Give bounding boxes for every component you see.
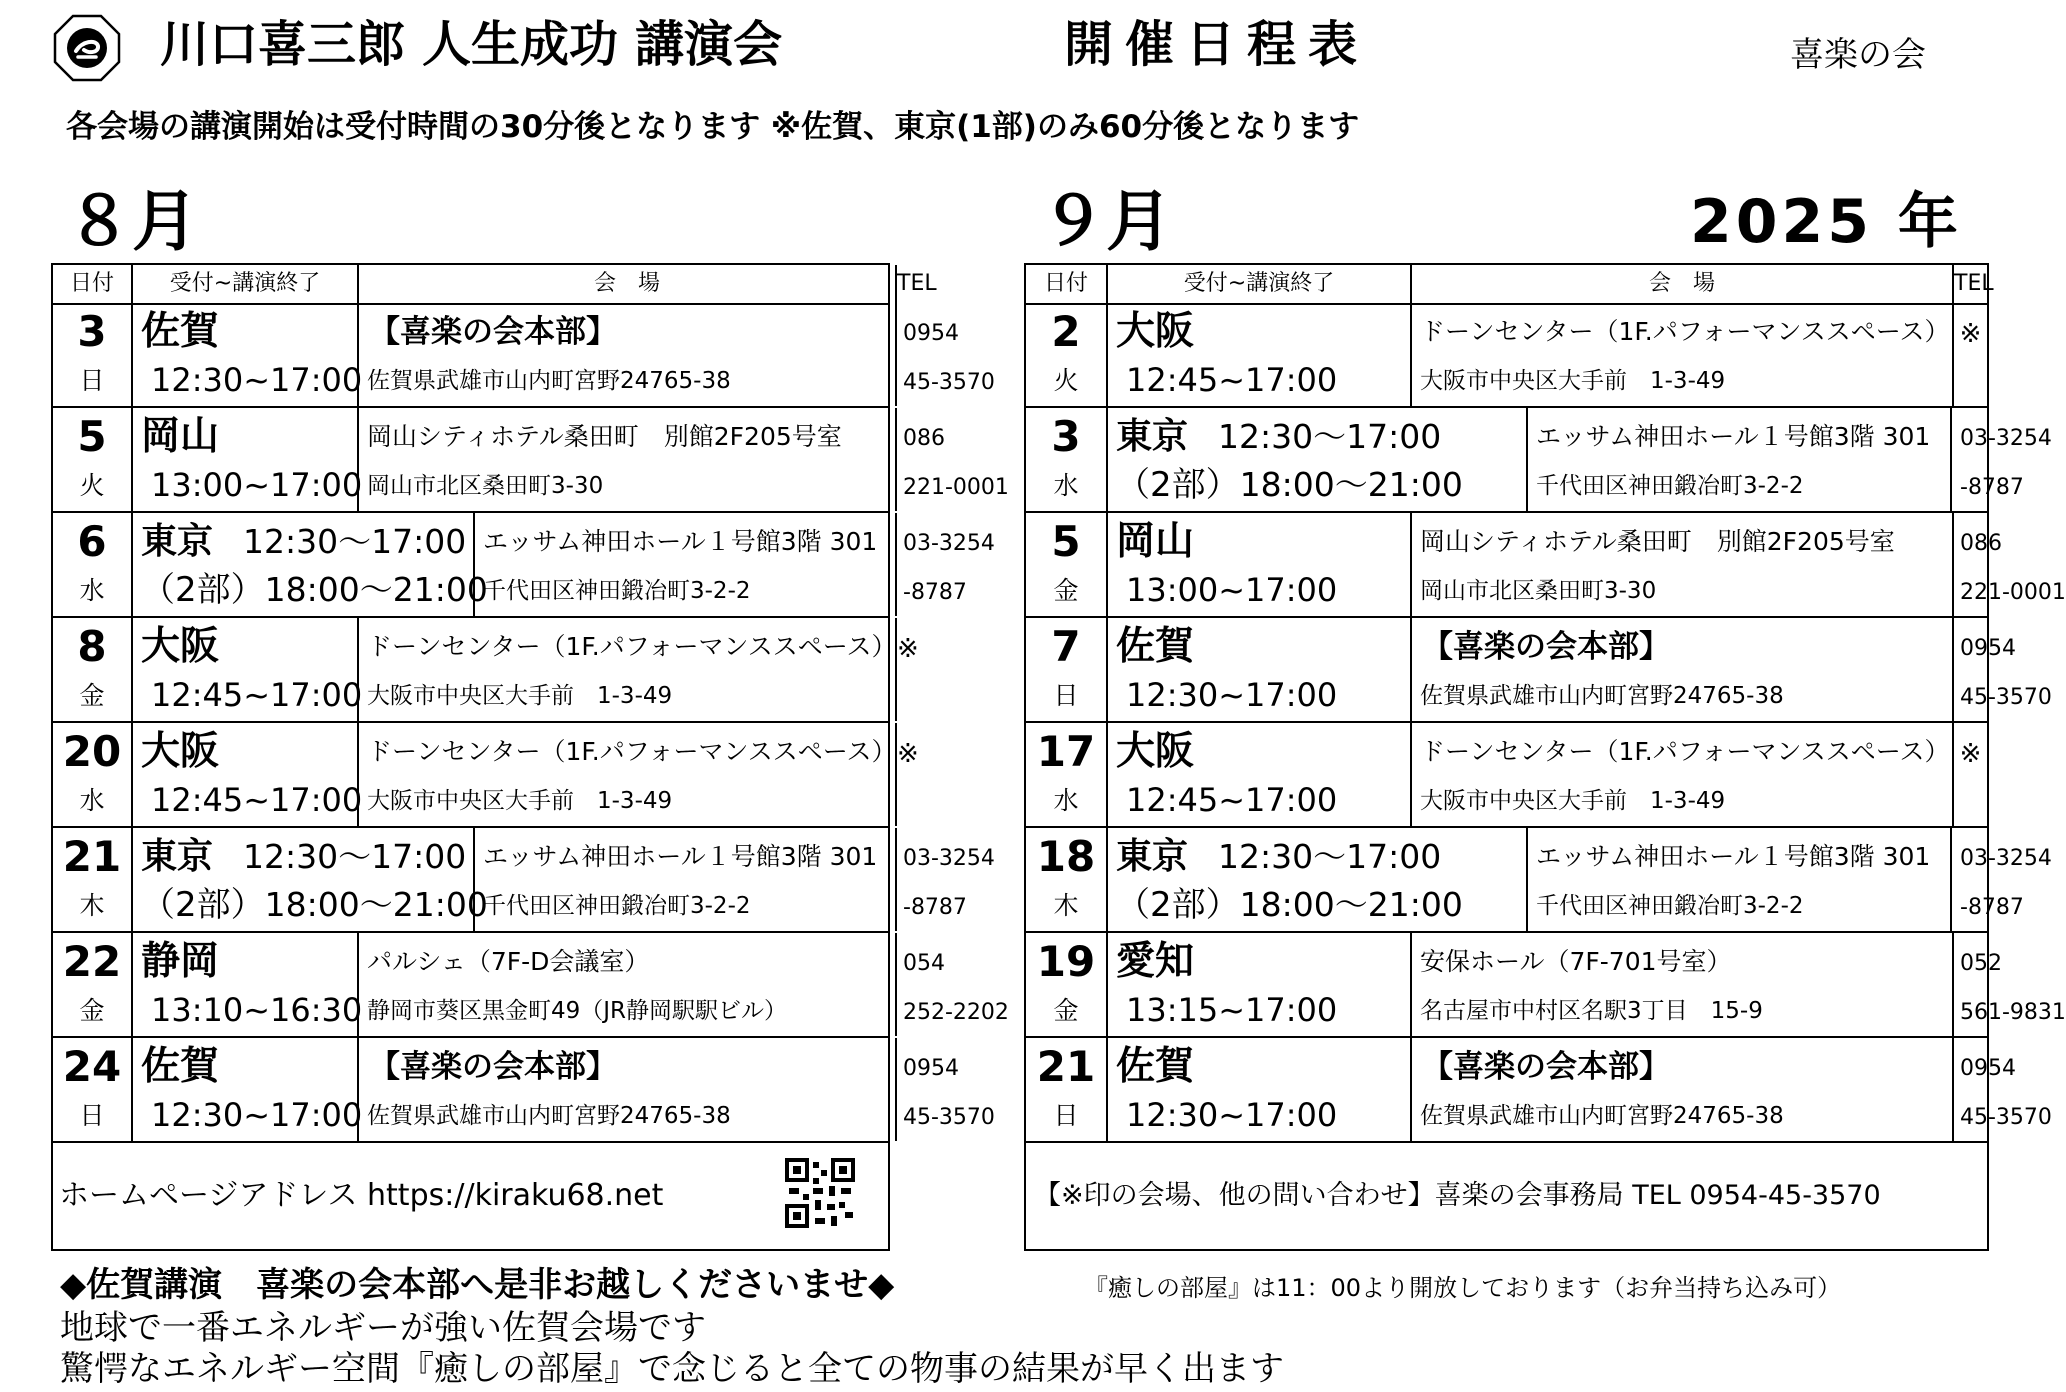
september-schedule-table <box>1024 263 2066 1251</box>
session-2-label: （2部） <box>1116 465 1240 505</box>
phone-number: 252-2202 <box>903 1000 1009 1025</box>
date-cell <box>53 408 133 511</box>
date-cell <box>1026 828 1108 931</box>
day-number: 3 <box>77 307 107 356</box>
day-of-week: 木 <box>79 891 105 920</box>
venue-name: ドーンセンター（1F.パフォーマンススペース） <box>1420 737 1950 766</box>
venue-address: 岡山市北区桑田町3-30 <box>367 473 604 499</box>
day-number: 17 <box>1036 727 1096 776</box>
date-cell <box>53 723 133 826</box>
time-cell <box>133 933 363 1036</box>
time-cell <box>1108 828 1528 931</box>
venue-cell <box>359 618 897 721</box>
reception-time: 13:10~16:30 <box>151 991 363 1029</box>
city-name: 岡山 <box>1116 519 1195 564</box>
table-row <box>53 933 1009 1038</box>
tel-cell <box>1954 513 2066 616</box>
reception-time: 13:15~17:00 <box>1126 991 1338 1029</box>
year-label: 2025 年 <box>1690 187 1962 257</box>
venue-name: パルシェ（7F-D会議室） <box>367 947 650 976</box>
column-header-tel: TEL <box>897 271 937 296</box>
time-cell <box>1108 1038 1412 1141</box>
column-header-date: 日付 <box>1026 265 1108 303</box>
time-cell <box>1108 303 1412 406</box>
table-header <box>1026 265 1994 305</box>
venue-cell <box>359 933 897 1036</box>
tel-cell <box>1954 723 1987 826</box>
day-of-week: 金 <box>1053 996 1079 1025</box>
table-row <box>1026 513 2066 618</box>
day-number: 22 <box>62 937 122 986</box>
table-row <box>53 303 995 408</box>
phone-area-code: 052 <box>1960 951 2002 976</box>
table-row <box>53 828 995 933</box>
day-number: 2 <box>1051 307 1081 356</box>
reception-time: 12:30~17:00 <box>151 361 363 399</box>
phone-area-code: 03-3254 <box>1960 846 2052 871</box>
reception-time: 12:30~17:00 <box>1126 1096 1338 1134</box>
time-cell <box>133 828 488 931</box>
venue-address: 静岡市葵区黒金町49（JR静岡駅駅ビル） <box>367 998 788 1024</box>
phone-area-code: 0954 <box>1960 1056 2016 1081</box>
healing-room-note: 『癒しの部屋』は11：00より開放しております（お弁当持ち込み可） <box>1084 1274 1842 1302</box>
day-of-week: 木 <box>1053 891 1079 920</box>
table-row <box>1026 723 1987 828</box>
day-of-week: 水 <box>1053 786 1079 815</box>
phone-area-code: 086 <box>903 426 945 451</box>
day-number: 6 <box>77 517 107 566</box>
phone-area-code: 086 <box>1960 531 2002 556</box>
day-of-week: 日 <box>1053 1101 1079 1130</box>
day-of-week: 金 <box>79 996 105 1025</box>
city-name: 岡山 <box>141 414 220 459</box>
venue-cell <box>359 1038 897 1141</box>
time-cell <box>1108 513 1412 616</box>
day-of-week: 水 <box>79 576 105 605</box>
session-2-label: （2部） <box>141 885 265 925</box>
tel-cell <box>1954 408 2052 511</box>
date-cell <box>1026 933 1108 1036</box>
refer-note-mark: ※ <box>1959 739 1982 769</box>
day-of-week: 日 <box>79 1101 105 1130</box>
session-1-time: 12:30～17:00 <box>1218 837 1442 876</box>
homepage-address: ホームページアドレス https://kiraku68.net <box>59 1178 664 1213</box>
day-of-week: 火 <box>1053 366 1079 395</box>
phone-area-code: 03-3254 <box>903 531 995 556</box>
session-2-label: （2部） <box>141 570 265 610</box>
signature-logo: 喜楽の会 <box>1790 35 1926 75</box>
date-cell <box>53 933 133 1036</box>
venue-name: エッサム神田ホール１号館3階 301 <box>1536 842 1931 871</box>
table-row <box>1026 408 2052 513</box>
time-cell <box>133 723 363 826</box>
reception-time: 13:00~17:00 <box>1126 571 1338 609</box>
organization-logo-icon <box>52 13 122 83</box>
venue-address: 佐賀県武雄市山内町宮野24765-38 <box>367 1103 731 1129</box>
city-name: 東京 <box>141 836 214 877</box>
phone-number: 45-3570 <box>903 1105 995 1130</box>
phone-number: -8787 <box>903 895 967 920</box>
venue-name: エッサム神田ホール１号館3階 301 <box>483 842 878 871</box>
time-cell <box>1108 618 1412 721</box>
phone-number: 221-0001 <box>903 475 1009 500</box>
reception-time: 12:45~17:00 <box>1126 781 1338 819</box>
qr-code-icon <box>783 1156 857 1230</box>
time-cell <box>133 513 488 616</box>
venue-name: 【喜楽の会本部】 <box>369 314 617 350</box>
date-cell <box>1026 1038 1108 1141</box>
page-title: 川口喜三郎 人生成功 講演会 <box>160 16 783 73</box>
phone-number: 45-3570 <box>1960 1105 2052 1130</box>
venue-cell <box>475 828 897 931</box>
column-header-venue: 会 場 <box>359 265 897 303</box>
time-cell <box>133 618 363 721</box>
date-cell <box>1026 408 1108 511</box>
tel-cell <box>1954 933 2066 1036</box>
venue-name: 【喜楽の会本部】 <box>1422 1049 1670 1085</box>
date-cell <box>1026 513 1108 616</box>
venue-name: ドーンセンター（1F.パフォーマンススペース） <box>1420 317 1950 346</box>
date-cell <box>53 1038 133 1141</box>
table-row: 8 金 大阪 12:45~17:00 ドーンセンター（1F.パフォーマンススペース） 大阪市中央区大手前 1-3-49 ※ <box>53 618 888 723</box>
month-label-september: ９月 <box>1040 183 1172 260</box>
city-name: 大阪 <box>141 729 220 774</box>
venue-cell <box>475 513 897 616</box>
time-cell <box>1108 933 1412 1036</box>
city-name: 大阪 <box>141 624 220 669</box>
venue-address: 名古屋市中村区名駅3丁目 15-9 <box>1420 998 1763 1024</box>
venue-address: 佐賀県武雄市山内町宮野24765-38 <box>1420 1103 1784 1129</box>
venue-address: 千代田区神田鍛冶町3-2-2 <box>483 578 751 604</box>
month-label-august: ８月 <box>66 183 198 260</box>
phone-area-code: 0954 <box>1960 636 2016 661</box>
day-number: 8 <box>77 622 107 671</box>
venue-cell <box>1412 933 1954 1036</box>
table-row <box>1026 618 2052 723</box>
city-name: 静岡 <box>141 939 220 984</box>
city-name: 大阪 <box>1116 309 1195 354</box>
date-cell <box>1026 303 1108 406</box>
start-time-notice: 各会場の講演開始は受付時間の30分後となります ※佐賀、東京(1部)のみ60分後となります <box>66 109 1360 145</box>
phone-area-code: 03-3254 <box>1960 426 2052 451</box>
table-row <box>1026 303 1987 408</box>
city-name: 東京 <box>141 521 214 562</box>
session-2-time: 18:00～21:00 <box>1239 465 1463 504</box>
phone-area-code: 03-3254 <box>903 846 995 871</box>
time-cell <box>1108 723 1412 826</box>
phone-number: -8787 <box>903 580 967 605</box>
date-cell <box>53 618 133 721</box>
session-1-time: 12:30～17:00 <box>1218 417 1442 456</box>
city-name: 佐賀 <box>1116 624 1195 669</box>
column-header-time: 受付~講演終了 <box>133 265 359 303</box>
venue-cell <box>1528 828 1952 931</box>
venue-address: 大阪市中央区大手前 1-3-49 <box>1420 368 1726 394</box>
table-row <box>1026 1038 2052 1143</box>
phone-number: 221-0001 <box>1960 580 2066 605</box>
city-name: 東京 <box>1116 836 1189 877</box>
day-number: 5 <box>1051 517 1081 566</box>
table-footer <box>1026 1144 1987 1249</box>
date-cell <box>1026 618 1108 721</box>
tel-cell <box>1954 618 2052 721</box>
phone-area-code: 0954 <box>903 321 959 346</box>
venue-name: ドーンセンター（1F.パフォーマンススペース） <box>367 632 897 661</box>
table-row <box>1026 933 2066 1038</box>
description-line-1: 地球で一番エネルギーが強い佐賀会場です <box>60 1308 706 1348</box>
phone-area-code: 0954 <box>903 1056 959 1081</box>
venue-name: エッサム神田ホール１号館3階 301 <box>1536 422 1931 451</box>
venue-cell <box>1412 723 1954 826</box>
venue-name: 【喜楽の会本部】 <box>369 1049 617 1085</box>
inquiry-contact: 【※印の会場、他の問い合わせ】喜楽の会事務局 TEL 0954-45-3570 <box>1034 1180 1881 1211</box>
reception-time: 13:00~17:00 <box>151 466 363 504</box>
table-row <box>53 408 1009 513</box>
venue-cell <box>1412 513 1954 616</box>
day-of-week: 金 <box>79 681 105 710</box>
table-row: 20 水 大阪 12:45~17:00 ドーンセンター（1F.パフォーマンススペース） 大阪市中央区大手前 1-3-49 ※ <box>53 723 888 828</box>
phone-number: 561-9831 <box>1960 1000 2066 1025</box>
venue-address: 大阪市中央区大手前 1-3-49 <box>1420 788 1726 814</box>
date-cell <box>53 513 133 616</box>
column-header-time: 受付~講演終了 <box>1108 265 1412 303</box>
schedule-title: 開催日程表 <box>1064 16 1370 73</box>
venue-name: 安保ホール（7F-701号室） <box>1420 947 1732 976</box>
phone-number: -8787 <box>1960 475 2024 500</box>
phone-number: 45-3570 <box>903 370 995 395</box>
city-name: 大阪 <box>1116 729 1195 774</box>
session-2-time: 18:00～21:00 <box>264 570 488 609</box>
session-1-time: 12:30～17:00 <box>243 522 467 561</box>
phone-area-code: 054 <box>903 951 945 976</box>
venue-cell <box>1412 618 1954 721</box>
city-name: 愛知 <box>1116 939 1195 984</box>
venue-cell <box>1412 303 1954 406</box>
tel-cell <box>1954 303 1987 406</box>
column-header-date: 日付 <box>53 265 133 303</box>
venue-address: 千代田区神田鍛冶町3-2-2 <box>1536 893 1804 919</box>
day-of-week: 日 <box>79 366 105 395</box>
venue-name: 岡山シティホテル桑田町 別館2F205号室 <box>1420 527 1895 556</box>
session-2-time: 18:00～21:00 <box>264 885 488 924</box>
day-number: 21 <box>62 832 122 881</box>
city-name: 東京 <box>1116 416 1189 457</box>
venue-address: 千代田区神田鍛冶町3-2-2 <box>1536 473 1804 499</box>
venue-address: 岡山市北区桑田町3-30 <box>1420 578 1657 604</box>
city-name: 佐賀 <box>1116 1044 1195 1089</box>
day-of-week: 日 <box>1053 681 1079 710</box>
table-row <box>53 513 995 618</box>
venue-cell <box>359 303 897 406</box>
venue-address: 佐賀県武雄市山内町宮野24765-38 <box>1420 683 1784 709</box>
venue-cell <box>359 408 897 511</box>
time-cell <box>133 408 363 511</box>
day-number: 18 <box>1036 832 1096 881</box>
venue-name: エッサム神田ホール１号館3階 301 <box>483 527 878 556</box>
table-row <box>1026 828 2052 933</box>
venue-cell <box>1412 1038 1954 1141</box>
saga-lecture-headline: ◆佐賀講演 喜楽の会本部へ是非お越しくださいませ◆ <box>60 1265 895 1305</box>
date-cell <box>1026 723 1108 826</box>
phone-number: 45-3570 <box>1960 685 2052 710</box>
venue-address: 大阪市中央区大手前 1-3-49 <box>367 683 673 709</box>
day-number: 3 <box>1051 412 1081 461</box>
venue-address: 佐賀県武雄市山内町宮野24765-38 <box>367 368 731 394</box>
date-cell <box>53 828 133 931</box>
day-number: 7 <box>1051 622 1081 671</box>
venue-name: ドーンセンター（1F.パフォーマンススペース） <box>367 737 897 766</box>
day-of-week: 金 <box>1053 576 1079 605</box>
city-name: 佐賀 <box>141 309 220 354</box>
august-schedule-table <box>51 263 1009 1251</box>
venue-cell <box>359 723 897 826</box>
table-header <box>53 265 937 305</box>
session-1-time: 12:30～17:00 <box>243 837 467 876</box>
day-of-week: 水 <box>79 786 105 815</box>
tel-cell <box>1954 1038 2052 1141</box>
date-cell <box>53 303 133 406</box>
venue-cell <box>1528 408 1952 511</box>
venue-address: 大阪市中央区大手前 1-3-49 <box>367 788 673 814</box>
reception-time: 12:30~17:00 <box>1126 676 1338 714</box>
day-of-week: 水 <box>1053 471 1079 500</box>
city-name: 佐賀 <box>141 1044 220 1089</box>
table-row <box>53 1038 995 1143</box>
venue-address: 千代田区神田鍛冶町3-2-2 <box>483 893 751 919</box>
day-number: 20 <box>62 727 122 776</box>
time-cell <box>1108 408 1528 511</box>
session-2-label: （2部） <box>1116 885 1240 925</box>
reception-time: 12:45~17:00 <box>151 676 363 714</box>
day-number: 5 <box>77 412 107 461</box>
phone-number: -8787 <box>1960 895 2024 920</box>
reception-time: 12:30~17:00 <box>151 1096 363 1134</box>
table-footer <box>53 1144 888 1249</box>
day-number: 21 <box>1036 1042 1096 1091</box>
reception-time: 12:45~17:00 <box>151 781 363 819</box>
session-2-time: 18:00～21:00 <box>1239 885 1463 924</box>
venue-name: 岡山シティホテル桑田町 別館2F205号室 <box>367 422 842 451</box>
time-cell <box>133 1038 363 1141</box>
venue-name: 【喜楽の会本部】 <box>1422 629 1670 665</box>
day-number: 24 <box>62 1042 122 1091</box>
description-line-2: 驚愕なエネルギー空間『癒しの部屋』で念じると全ての物事の結果が早く出ます <box>60 1349 1284 1389</box>
tel-cell <box>1954 828 2052 931</box>
reception-time: 12:45~17:00 <box>1126 361 1338 399</box>
refer-note-mark: ※ <box>1959 319 1982 349</box>
column-header-tel: TEL <box>1954 271 1994 296</box>
column-header-venue: 会 場 <box>1412 265 1954 303</box>
day-of-week: 火 <box>79 471 105 500</box>
time-cell <box>133 303 363 406</box>
day-number: 19 <box>1036 937 1096 986</box>
